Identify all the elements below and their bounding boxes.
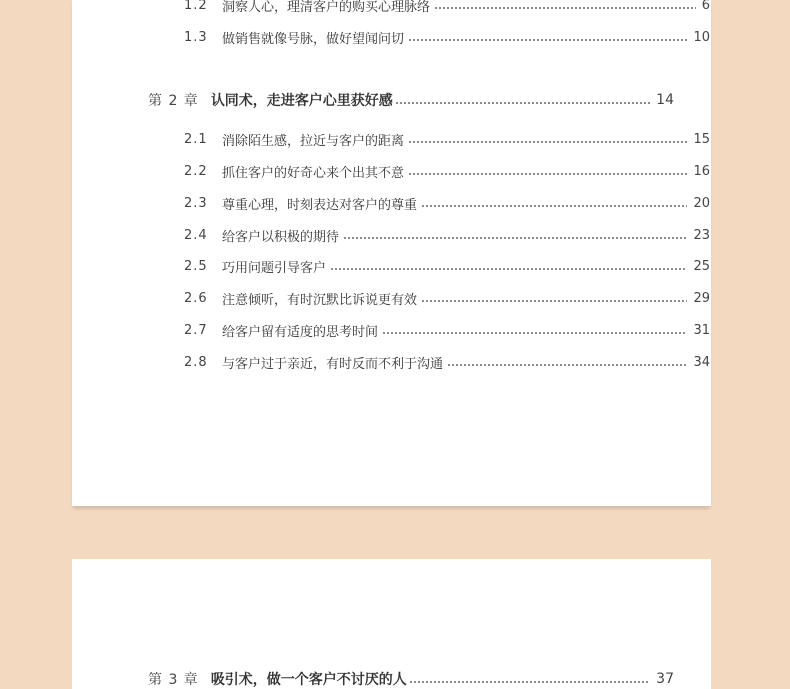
toc-entry-2-5[interactable] [72, 254, 711, 278]
section-title: 做销售就像号脉，做好望闻问切 [222, 31, 405, 47]
section-number: 2.2 [184, 163, 208, 179]
page-number: 31 [693, 322, 710, 338]
toc-entry-2-6[interactable] [72, 286, 711, 310]
leader-dots [408, 141, 687, 143]
section-title: 消除陌生感，拉近与客户的距离 [222, 133, 405, 149]
toc-entry-2-1[interactable] [72, 127, 711, 151]
page-number: 16 [693, 163, 710, 179]
toc-entry-2-2[interactable] [72, 159, 711, 183]
toc-entry-2-7[interactable] [72, 318, 711, 342]
chapter-title: 吸引术，做一个客户不讨厌的人 [210, 672, 407, 688]
page-number: 20 [693, 195, 710, 211]
leader-dots [395, 102, 650, 104]
chapter-title: 认同术，走进客户心里获好感 [210, 93, 393, 109]
section-number: 2.1 [184, 131, 208, 147]
page-number: 37 [656, 671, 674, 687]
page-number: 6 [701, 0, 710, 13]
toc-entry-2-8[interactable] [72, 350, 711, 374]
chapter-number: 第 3 章 [148, 672, 199, 688]
chapter-number: 第 2 章 [148, 93, 199, 109]
page-number: 25 [693, 258, 710, 274]
page-number: 29 [693, 290, 710, 306]
leader-dots [382, 332, 687, 334]
leader-dots [330, 268, 687, 270]
section-number: 2.5 [184, 258, 208, 274]
toc-chapter-2[interactable] [72, 88, 711, 112]
leader-dots [409, 681, 650, 683]
toc-entry-1-2[interactable] [72, 0, 711, 17]
section-title: 给客户以积极的期待 [222, 229, 340, 245]
toc-entry-2-3[interactable] [72, 191, 711, 215]
section-number: 2.6 [184, 290, 208, 306]
section-title: 尊重心理，时刻表达对客户的尊重 [222, 197, 418, 213]
leader-dots [408, 173, 687, 175]
leader-dots [434, 7, 696, 9]
section-title: 抓住客户的好奇心来个出其不意 [222, 165, 405, 181]
section-number: 2.3 [184, 195, 208, 211]
section-number: 2.8 [184, 354, 208, 370]
leader-dots [447, 364, 687, 366]
section-number: 1.3 [184, 29, 208, 45]
leader-dots [343, 237, 687, 239]
page-number: 34 [693, 354, 710, 370]
section-title: 巧用问题引导客户 [222, 260, 327, 276]
section-title: 注意倾听，有时沉默比诉说更有效 [222, 292, 418, 308]
leader-dots [408, 39, 687, 41]
leader-dots [421, 300, 687, 302]
section-title: 给客户留有适度的思考时间 [222, 324, 379, 340]
leader-dots [421, 205, 687, 207]
section-title: 与客户过于亲近，有时反而不利于沟通 [222, 356, 444, 372]
section-number: 1.2 [184, 0, 208, 13]
page-number: 23 [693, 227, 710, 243]
toc-entry-1-3[interactable] [72, 25, 711, 49]
toc-chapter-3[interactable] [72, 667, 711, 689]
page-number: 10 [693, 29, 710, 45]
toc-entry-2-4[interactable] [72, 223, 711, 247]
page-number: 14 [656, 92, 674, 108]
section-number: 2.4 [184, 227, 208, 243]
document-page-2 [72, 559, 711, 689]
document-page-1 [72, 0, 711, 506]
section-number: 2.7 [184, 322, 208, 338]
section-title: 洞察人心，理清客户的购买心理脉络 [222, 0, 431, 15]
page-number: 15 [693, 131, 710, 147]
